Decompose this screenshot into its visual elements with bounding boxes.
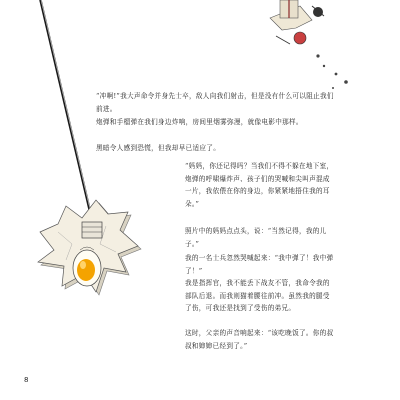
falling-debris [316, 54, 347, 89]
paragraph-6: 我的一名士兵忽然哭喊起来：“我中弹了！我中弹了！” [185, 254, 334, 275]
page-number: 8 [24, 376, 29, 384]
toy-soldier-illustration [270, 0, 324, 44]
paragraph-8: 这时，父亲的声音响起来：“该吃晚饭了。你的叔叔和婶婶已经到了。” [185, 329, 334, 350]
paragraph-4: “妈妈，你还记得吗？当我们不得不躲在地下室，炮弹的呼啸爆炸声、孩子们的哭喊和尖叫声混成一片，我依偎在你的身边，你紧紧地捂住我的耳朵。” [185, 162, 334, 208]
paragraph-3: 黑暗令人感到恐慌，但我却早已适应了。 [96, 144, 221, 152]
paragraph-7: 我是指挥官，我不能丢下战友不管，我命令我的部队后退。而我则猫着腰往前冲。虽然我的腿受了伤，可我还是找到了受伤的弟兄。 [185, 279, 330, 312]
hanging-cord [40, 0, 92, 222]
hanging-cord-shadow [42, 0, 94, 222]
paragraph-1: “冲啊!”我大声命令并身先士卒，敌人向我们射击，但是没有什么可以阻止我们前进。 [96, 92, 334, 113]
paragraph-2: 炮弹和手榴弹在我们身边炸响，房间里烟雾弥漫，就像电影中那样。 [96, 118, 303, 126]
paragraph-5: 照片中的妈妈点点头，说：“当然记得，我的儿子。” [185, 227, 327, 248]
